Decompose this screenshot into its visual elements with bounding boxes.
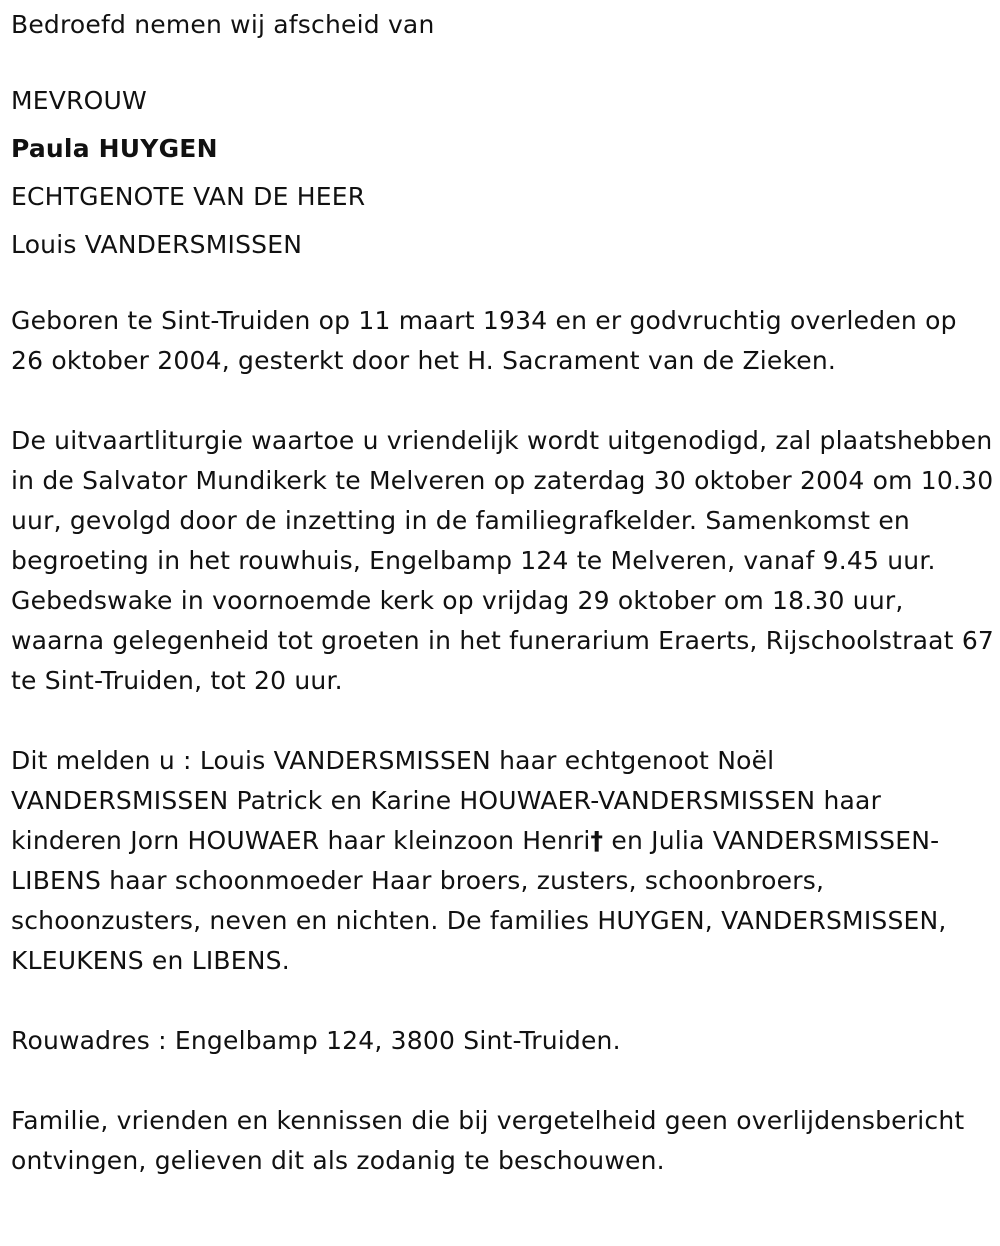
intro-text: Bedroefd nemen wij afscheid van [11, 10, 435, 39]
obituary-notice [11, 5, 996, 1181]
closing-paragraph: Familie, vrienden en kennissen die bij vergetelheid geen overlijdensbericht ontvingen, gelieven dit als zodanig te beschouwen. [11, 1106, 965, 1175]
spouse-label: ECHTGENOTE VAN DE HEER [11, 182, 366, 211]
announcers-text-1: Dit melden u : Louis VANDERSMISSEN haar echtgenoot Noël VANDERSMISSEN Patrick en Karine HOUWAER-VANDERSMISSEN haar kinderen Jorn HOUWAER haar kleinzoon Henri [11, 746, 882, 855]
cross-icon: † [590, 826, 604, 855]
announcers-paragraph [11, 741, 996, 981]
funeral-paragraph: De uitvaartliturgie waartoe u vriendelijk wordt uitgenodigd, zal plaatshebben in de Salvator Mundikerk te Melveren op zaterdag 30 oktober 2004 om 10.30 uur, gevolgd door de inzetting in de familiegrafkelder. Samenkomst en begroeting in het rouwhuis, Engelbamp 124 te Melveren, vanaf 9.45 uur. Gebedswake in voornoemde kerk op vrijdag 29 oktober om 18.30 uur, waarna gelegenheid tot groeten in het funerarium Eraerts, Rijschoolstraat 67 te Sint-Truiden, tot 20 uur. [11, 426, 995, 695]
title-prefix: MEVROUW [11, 86, 147, 115]
deceased-name: Paula HUYGEN [11, 134, 218, 163]
spouse-name: Louis VANDERSMISSEN [11, 230, 303, 259]
announcers-text-2: en Julia VANDERSMISSEN-LIBENS haar schoonmoeder Haar broers, zusters, schoonbroers, schoonzusters, neven en nichten. De families HUYGEN, VANDERSMISSEN, KLEUKENS en LIBENS. [11, 826, 947, 975]
birth-death-paragraph: Geboren te Sint-Truiden op 11 maart 1934 en er godvruchtig overleden op 26 oktober 2004, gesterkt door het H. Sacrament van de Zieken. [11, 306, 957, 375]
mourning-address: Rouwadres : Engelbamp 124, 3800 Sint-Truiden. [11, 1026, 621, 1055]
